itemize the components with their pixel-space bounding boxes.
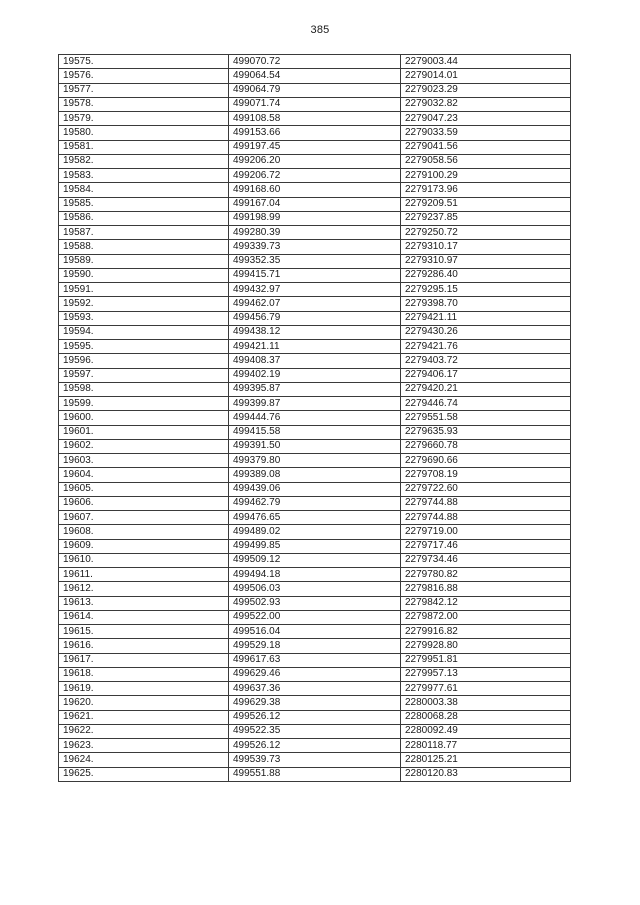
page-number: 385 bbox=[310, 24, 330, 36]
table-row bbox=[59, 126, 571, 140]
point-number-cell: 19588. bbox=[59, 240, 229, 254]
point-number-cell: 19612. bbox=[59, 582, 229, 596]
table-row bbox=[59, 767, 571, 781]
point-number-cell: 19590. bbox=[59, 268, 229, 282]
y-coordinate-cell: 2280120.83 bbox=[401, 767, 571, 781]
y-coordinate-cell: 2279398.70 bbox=[401, 297, 571, 311]
point-number-cell: 19592. bbox=[59, 297, 229, 311]
point-number-cell: 19624. bbox=[59, 753, 229, 767]
x-coordinate-cell: 499379.80 bbox=[229, 454, 401, 468]
coordinates-table-body bbox=[59, 55, 571, 782]
table-row bbox=[59, 211, 571, 225]
point-number-cell: 19583. bbox=[59, 169, 229, 183]
x-coordinate-cell: 499402.19 bbox=[229, 368, 401, 382]
x-coordinate-cell: 499522.00 bbox=[229, 610, 401, 624]
x-coordinate-cell: 499499.85 bbox=[229, 539, 401, 553]
point-number-cell: 19608. bbox=[59, 525, 229, 539]
table-row bbox=[59, 710, 571, 724]
y-coordinate-cell: 2279403.72 bbox=[401, 354, 571, 368]
x-coordinate-cell: 499516.04 bbox=[229, 625, 401, 639]
y-coordinate-cell: 2279286.40 bbox=[401, 268, 571, 282]
point-number-cell: 19625. bbox=[59, 767, 229, 781]
point-number-cell: 19603. bbox=[59, 454, 229, 468]
x-coordinate-cell: 499522.35 bbox=[229, 724, 401, 738]
table-row bbox=[59, 368, 571, 382]
y-coordinate-cell: 2279722.60 bbox=[401, 482, 571, 496]
table-row bbox=[59, 625, 571, 639]
x-coordinate-cell: 499064.54 bbox=[229, 69, 401, 83]
x-coordinate-cell: 499395.87 bbox=[229, 382, 401, 396]
y-coordinate-cell: 2280068.28 bbox=[401, 710, 571, 724]
point-number-cell: 19593. bbox=[59, 311, 229, 325]
x-coordinate-cell: 499476.65 bbox=[229, 511, 401, 525]
table-row bbox=[59, 753, 571, 767]
x-coordinate-cell: 499167.04 bbox=[229, 197, 401, 211]
table-row bbox=[59, 169, 571, 183]
coordinates-table bbox=[58, 54, 571, 782]
table-row bbox=[59, 154, 571, 168]
point-number-cell: 19621. bbox=[59, 710, 229, 724]
table-row bbox=[59, 610, 571, 624]
y-coordinate-cell: 2279237.85 bbox=[401, 211, 571, 225]
table-row bbox=[59, 696, 571, 710]
table-row bbox=[59, 112, 571, 126]
table-row bbox=[59, 83, 571, 97]
table-row bbox=[59, 411, 571, 425]
point-number-cell: 19617. bbox=[59, 653, 229, 667]
y-coordinate-cell: 2279310.97 bbox=[401, 254, 571, 268]
x-coordinate-cell: 499206.20 bbox=[229, 154, 401, 168]
x-coordinate-cell: 499456.79 bbox=[229, 311, 401, 325]
x-coordinate-cell: 499064.79 bbox=[229, 83, 401, 97]
y-coordinate-cell: 2279717.46 bbox=[401, 539, 571, 553]
y-coordinate-cell: 2280003.38 bbox=[401, 696, 571, 710]
table-row bbox=[59, 97, 571, 111]
table-row bbox=[59, 340, 571, 354]
y-coordinate-cell: 2279420.21 bbox=[401, 382, 571, 396]
table-row bbox=[59, 653, 571, 667]
table-row bbox=[59, 240, 571, 254]
x-coordinate-cell: 499438.12 bbox=[229, 325, 401, 339]
table-row bbox=[59, 582, 571, 596]
point-number-cell: 19585. bbox=[59, 197, 229, 211]
y-coordinate-cell: 2279977.61 bbox=[401, 682, 571, 696]
table-row bbox=[59, 525, 571, 539]
point-number-cell: 19575. bbox=[59, 55, 229, 69]
table-row bbox=[59, 539, 571, 553]
point-number-cell: 19577. bbox=[59, 83, 229, 97]
x-coordinate-cell: 499444.76 bbox=[229, 411, 401, 425]
table-row bbox=[59, 226, 571, 240]
point-number-cell: 19594. bbox=[59, 325, 229, 339]
table-row bbox=[59, 667, 571, 681]
y-coordinate-cell: 2279041.56 bbox=[401, 140, 571, 154]
x-coordinate-cell: 499506.03 bbox=[229, 582, 401, 596]
x-coordinate-cell: 499462.07 bbox=[229, 297, 401, 311]
point-number-cell: 19601. bbox=[59, 425, 229, 439]
x-coordinate-cell: 499206.72 bbox=[229, 169, 401, 183]
point-number-cell: 19605. bbox=[59, 482, 229, 496]
y-coordinate-cell: 2279842.12 bbox=[401, 596, 571, 610]
x-coordinate-cell: 499415.58 bbox=[229, 425, 401, 439]
point-number-cell: 19578. bbox=[59, 97, 229, 111]
y-coordinate-cell: 2279250.72 bbox=[401, 226, 571, 240]
x-coordinate-cell: 499389.08 bbox=[229, 468, 401, 482]
x-coordinate-cell: 499197.45 bbox=[229, 140, 401, 154]
table-row bbox=[59, 482, 571, 496]
y-coordinate-cell: 2279734.46 bbox=[401, 553, 571, 567]
y-coordinate-cell: 2279708.19 bbox=[401, 468, 571, 482]
point-number-cell: 19595. bbox=[59, 340, 229, 354]
x-coordinate-cell: 499280.39 bbox=[229, 226, 401, 240]
x-coordinate-cell: 499494.18 bbox=[229, 568, 401, 582]
table-row bbox=[59, 596, 571, 610]
y-coordinate-cell: 2279014.01 bbox=[401, 69, 571, 83]
x-coordinate-cell: 499617.63 bbox=[229, 653, 401, 667]
point-number-cell: 19589. bbox=[59, 254, 229, 268]
table-row bbox=[59, 553, 571, 567]
y-coordinate-cell: 2279430.26 bbox=[401, 325, 571, 339]
point-number-cell: 19587. bbox=[59, 226, 229, 240]
x-coordinate-cell: 499551.88 bbox=[229, 767, 401, 781]
y-coordinate-cell: 2279916.82 bbox=[401, 625, 571, 639]
point-number-cell: 19619. bbox=[59, 682, 229, 696]
y-coordinate-cell: 2279100.29 bbox=[401, 169, 571, 183]
y-coordinate-cell: 2279446.74 bbox=[401, 397, 571, 411]
x-coordinate-cell: 499489.02 bbox=[229, 525, 401, 539]
point-number-cell: 19599. bbox=[59, 397, 229, 411]
y-coordinate-cell: 2279047.23 bbox=[401, 112, 571, 126]
table-row bbox=[59, 283, 571, 297]
y-coordinate-cell: 2280092.49 bbox=[401, 724, 571, 738]
point-number-cell: 19598. bbox=[59, 382, 229, 396]
x-coordinate-cell: 499352.35 bbox=[229, 254, 401, 268]
table-row bbox=[59, 55, 571, 69]
y-coordinate-cell: 2279957.13 bbox=[401, 667, 571, 681]
table-row bbox=[59, 197, 571, 211]
point-number-cell: 19607. bbox=[59, 511, 229, 525]
x-coordinate-cell: 499070.72 bbox=[229, 55, 401, 69]
y-coordinate-cell: 2279295.15 bbox=[401, 283, 571, 297]
y-coordinate-cell: 2279928.80 bbox=[401, 639, 571, 653]
point-number-cell: 19597. bbox=[59, 368, 229, 382]
table-row bbox=[59, 397, 571, 411]
y-coordinate-cell: 2279690.66 bbox=[401, 454, 571, 468]
x-coordinate-cell: 499629.46 bbox=[229, 667, 401, 681]
point-number-cell: 19618. bbox=[59, 667, 229, 681]
y-coordinate-cell: 2279023.29 bbox=[401, 83, 571, 97]
point-number-cell: 19596. bbox=[59, 354, 229, 368]
y-coordinate-cell: 2279003.44 bbox=[401, 55, 571, 69]
x-coordinate-cell: 499439.06 bbox=[229, 482, 401, 496]
point-number-cell: 19579. bbox=[59, 112, 229, 126]
point-number-cell: 19616. bbox=[59, 639, 229, 653]
point-number-cell: 19606. bbox=[59, 496, 229, 510]
point-number-cell: 19610. bbox=[59, 553, 229, 567]
y-coordinate-cell: 2279744.88 bbox=[401, 496, 571, 510]
y-coordinate-cell: 2280125.21 bbox=[401, 753, 571, 767]
point-number-cell: 19586. bbox=[59, 211, 229, 225]
y-coordinate-cell: 2279780.82 bbox=[401, 568, 571, 582]
y-coordinate-cell: 2279951.81 bbox=[401, 653, 571, 667]
x-coordinate-cell: 499502.93 bbox=[229, 596, 401, 610]
x-coordinate-cell: 499526.12 bbox=[229, 739, 401, 753]
y-coordinate-cell: 2279173.96 bbox=[401, 183, 571, 197]
y-coordinate-cell: 2280118.77 bbox=[401, 739, 571, 753]
x-coordinate-cell: 499415.71 bbox=[229, 268, 401, 282]
x-coordinate-cell: 499391.50 bbox=[229, 439, 401, 453]
table-row bbox=[59, 254, 571, 268]
y-coordinate-cell: 2279406.17 bbox=[401, 368, 571, 382]
table-row bbox=[59, 297, 571, 311]
table-row bbox=[59, 439, 571, 453]
x-coordinate-cell: 499153.66 bbox=[229, 126, 401, 140]
table-row bbox=[59, 140, 571, 154]
point-number-cell: 19584. bbox=[59, 183, 229, 197]
table-row bbox=[59, 639, 571, 653]
point-number-cell: 19620. bbox=[59, 696, 229, 710]
y-coordinate-cell: 2279744.88 bbox=[401, 511, 571, 525]
point-number-cell: 19611. bbox=[59, 568, 229, 582]
x-coordinate-cell: 499108.58 bbox=[229, 112, 401, 126]
y-coordinate-cell: 2279033.59 bbox=[401, 126, 571, 140]
point-number-cell: 19581. bbox=[59, 140, 229, 154]
x-coordinate-cell: 499462.79 bbox=[229, 496, 401, 510]
x-coordinate-cell: 499432.97 bbox=[229, 283, 401, 297]
table-row bbox=[59, 325, 571, 339]
table-row bbox=[59, 311, 571, 325]
y-coordinate-cell: 2279032.82 bbox=[401, 97, 571, 111]
x-coordinate-cell: 499509.12 bbox=[229, 553, 401, 567]
table-row bbox=[59, 69, 571, 83]
table-row bbox=[59, 739, 571, 753]
point-number-cell: 19604. bbox=[59, 468, 229, 482]
x-coordinate-cell: 499637.36 bbox=[229, 682, 401, 696]
y-coordinate-cell: 2279058.56 bbox=[401, 154, 571, 168]
y-coordinate-cell: 2279421.11 bbox=[401, 311, 571, 325]
table-row bbox=[59, 682, 571, 696]
table-row bbox=[59, 568, 571, 582]
y-coordinate-cell: 2279551.58 bbox=[401, 411, 571, 425]
table-row bbox=[59, 468, 571, 482]
table-row bbox=[59, 724, 571, 738]
point-number-cell: 19576. bbox=[59, 69, 229, 83]
point-number-cell: 19582. bbox=[59, 154, 229, 168]
x-coordinate-cell: 499408.37 bbox=[229, 354, 401, 368]
table-row bbox=[59, 425, 571, 439]
point-number-cell: 19613. bbox=[59, 596, 229, 610]
y-coordinate-cell: 2279310.17 bbox=[401, 240, 571, 254]
point-number-cell: 19600. bbox=[59, 411, 229, 425]
table-row bbox=[59, 496, 571, 510]
x-coordinate-cell: 499168.60 bbox=[229, 183, 401, 197]
x-coordinate-cell: 499198.99 bbox=[229, 211, 401, 225]
x-coordinate-cell: 499399.87 bbox=[229, 397, 401, 411]
x-coordinate-cell: 499071.74 bbox=[229, 97, 401, 111]
x-coordinate-cell: 499529.18 bbox=[229, 639, 401, 653]
x-coordinate-cell: 499539.73 bbox=[229, 753, 401, 767]
point-number-cell: 19623. bbox=[59, 739, 229, 753]
point-number-cell: 19591. bbox=[59, 283, 229, 297]
point-number-cell: 19615. bbox=[59, 625, 229, 639]
table-row bbox=[59, 511, 571, 525]
x-coordinate-cell: 499526.12 bbox=[229, 710, 401, 724]
y-coordinate-cell: 2279719.00 bbox=[401, 525, 571, 539]
x-coordinate-cell: 499421.11 bbox=[229, 340, 401, 354]
table-row bbox=[59, 454, 571, 468]
point-number-cell: 19614. bbox=[59, 610, 229, 624]
point-number-cell: 19622. bbox=[59, 724, 229, 738]
x-coordinate-cell: 499629.38 bbox=[229, 696, 401, 710]
table-row bbox=[59, 183, 571, 197]
point-number-cell: 19580. bbox=[59, 126, 229, 140]
y-coordinate-cell: 2279421.76 bbox=[401, 340, 571, 354]
table-row bbox=[59, 382, 571, 396]
y-coordinate-cell: 2279635.93 bbox=[401, 425, 571, 439]
y-coordinate-cell: 2279872.00 bbox=[401, 610, 571, 624]
table-row bbox=[59, 354, 571, 368]
x-coordinate-cell: 499339.73 bbox=[229, 240, 401, 254]
y-coordinate-cell: 2279816.88 bbox=[401, 582, 571, 596]
y-coordinate-cell: 2279660.78 bbox=[401, 439, 571, 453]
point-number-cell: 19609. bbox=[59, 539, 229, 553]
point-number-cell: 19602. bbox=[59, 439, 229, 453]
table-row bbox=[59, 268, 571, 282]
y-coordinate-cell: 2279209.51 bbox=[401, 197, 571, 211]
